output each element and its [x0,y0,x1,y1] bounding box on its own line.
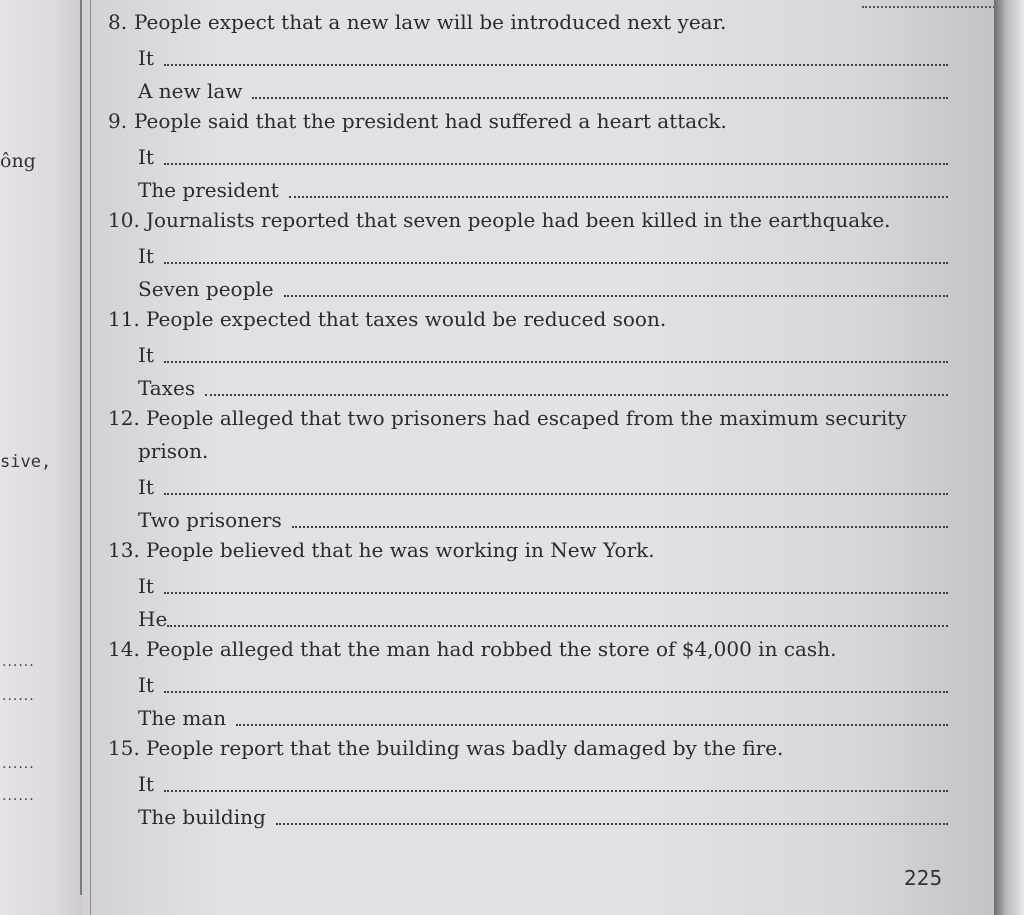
left-page-dots: ...... [2,654,35,670]
answer-row [108,798,948,831]
item-prompt: People expected that taxes would be reduced soon. [146,307,667,331]
left-page-dots: ...... [2,688,35,704]
answer-blank[interactable] [236,702,948,726]
left-page-fragment: ông [0,150,36,172]
answer-row [108,72,948,105]
answer-start: The president [138,178,279,202]
answer-row [108,336,948,369]
item-number: 12. [108,406,140,430]
item-prompt: People alleged that two prisoners had escaped from the maximum security [146,406,907,430]
answer-start: It [138,145,154,169]
item-prompt: People believed that he was working in New York. [146,538,655,562]
answer-blank[interactable] [164,240,948,264]
answer-start: Two prisoners [138,508,282,532]
answer-start: He [138,607,168,631]
answer-row [108,270,948,303]
answer-start: It [138,772,154,796]
left-page [0,0,82,915]
exercise-item [108,303,948,402]
answer-row [108,600,948,633]
item-number: 10. [108,208,140,232]
answer-blank[interactable] [167,603,948,627]
answer-start: The building [138,805,266,829]
answer-start: It [138,244,154,268]
answer-blank[interactable] [292,504,948,528]
answer-blank[interactable] [252,75,948,99]
answer-row [108,765,948,798]
answer-row [108,138,948,171]
item-number: 13. [108,538,140,562]
item-number: 14. [108,637,140,661]
exercise-item [108,534,948,633]
answer-blank[interactable] [164,141,948,165]
item-prompt: Journalists reported that seven people had been killed in the earthquake. [146,208,891,232]
exercise-item [108,732,948,831]
item-prompt-continuation: prison. [138,439,209,463]
left-page-dots: ...... [2,788,35,804]
exercise-item [108,633,948,732]
answer-start: It [138,475,154,499]
answer-start: It [138,46,154,70]
exercise-item [108,105,948,204]
answer-row [108,666,948,699]
answer-blank[interactable] [164,471,948,495]
exercise-item [108,204,948,303]
answer-start: The man [138,706,227,730]
item-prompt: People said that the president had suffered a heart attack. [134,109,727,133]
answer-row [108,39,948,72]
answer-row [108,369,948,402]
answer-start: It [138,343,154,367]
answer-row [108,171,948,204]
answer-row [108,699,948,732]
answer-start: It [138,673,154,697]
answer-blank[interactable] [164,768,948,792]
item-number: 8. [108,10,128,34]
answer-blank[interactable] [289,174,948,198]
answer-row [108,501,948,534]
answer-blank[interactable] [284,273,948,297]
answer-start: Taxes [138,376,196,400]
answer-row [108,237,948,270]
exercise-item [108,402,948,534]
item-prompt: People report that the building was badly damaged by the fire. [146,736,784,760]
page-number: 225 [904,866,943,890]
answer-start: A new law [138,79,243,103]
answer-blank[interactable] [205,372,948,396]
page-margin-rule [90,0,91,915]
answer-blank[interactable] [164,570,948,594]
answer-start: It [138,574,154,598]
answer-blank[interactable] [276,801,948,825]
left-page-fragment: sive, [0,452,52,472]
answer-blank[interactable] [164,339,948,363]
exercise-item [108,6,948,105]
exercise-list [108,6,948,831]
page-edge-shadow [994,0,1024,915]
answer-start: Seven people [138,277,274,301]
item-prompt: People alleged that the man had robbed the store of $4,000 in cash. [146,637,837,661]
answer-blank[interactable] [164,669,948,693]
answer-row [108,468,948,501]
left-page-dots: ...... [2,756,35,772]
item-prompt: People expect that a new law will be introduced next year. [134,10,727,34]
book-page [82,0,994,915]
answer-blank[interactable] [164,42,948,66]
answer-row [108,567,948,600]
item-number: 9. [108,109,128,133]
item-number: 15. [108,736,140,760]
item-number: 11. [108,307,140,331]
